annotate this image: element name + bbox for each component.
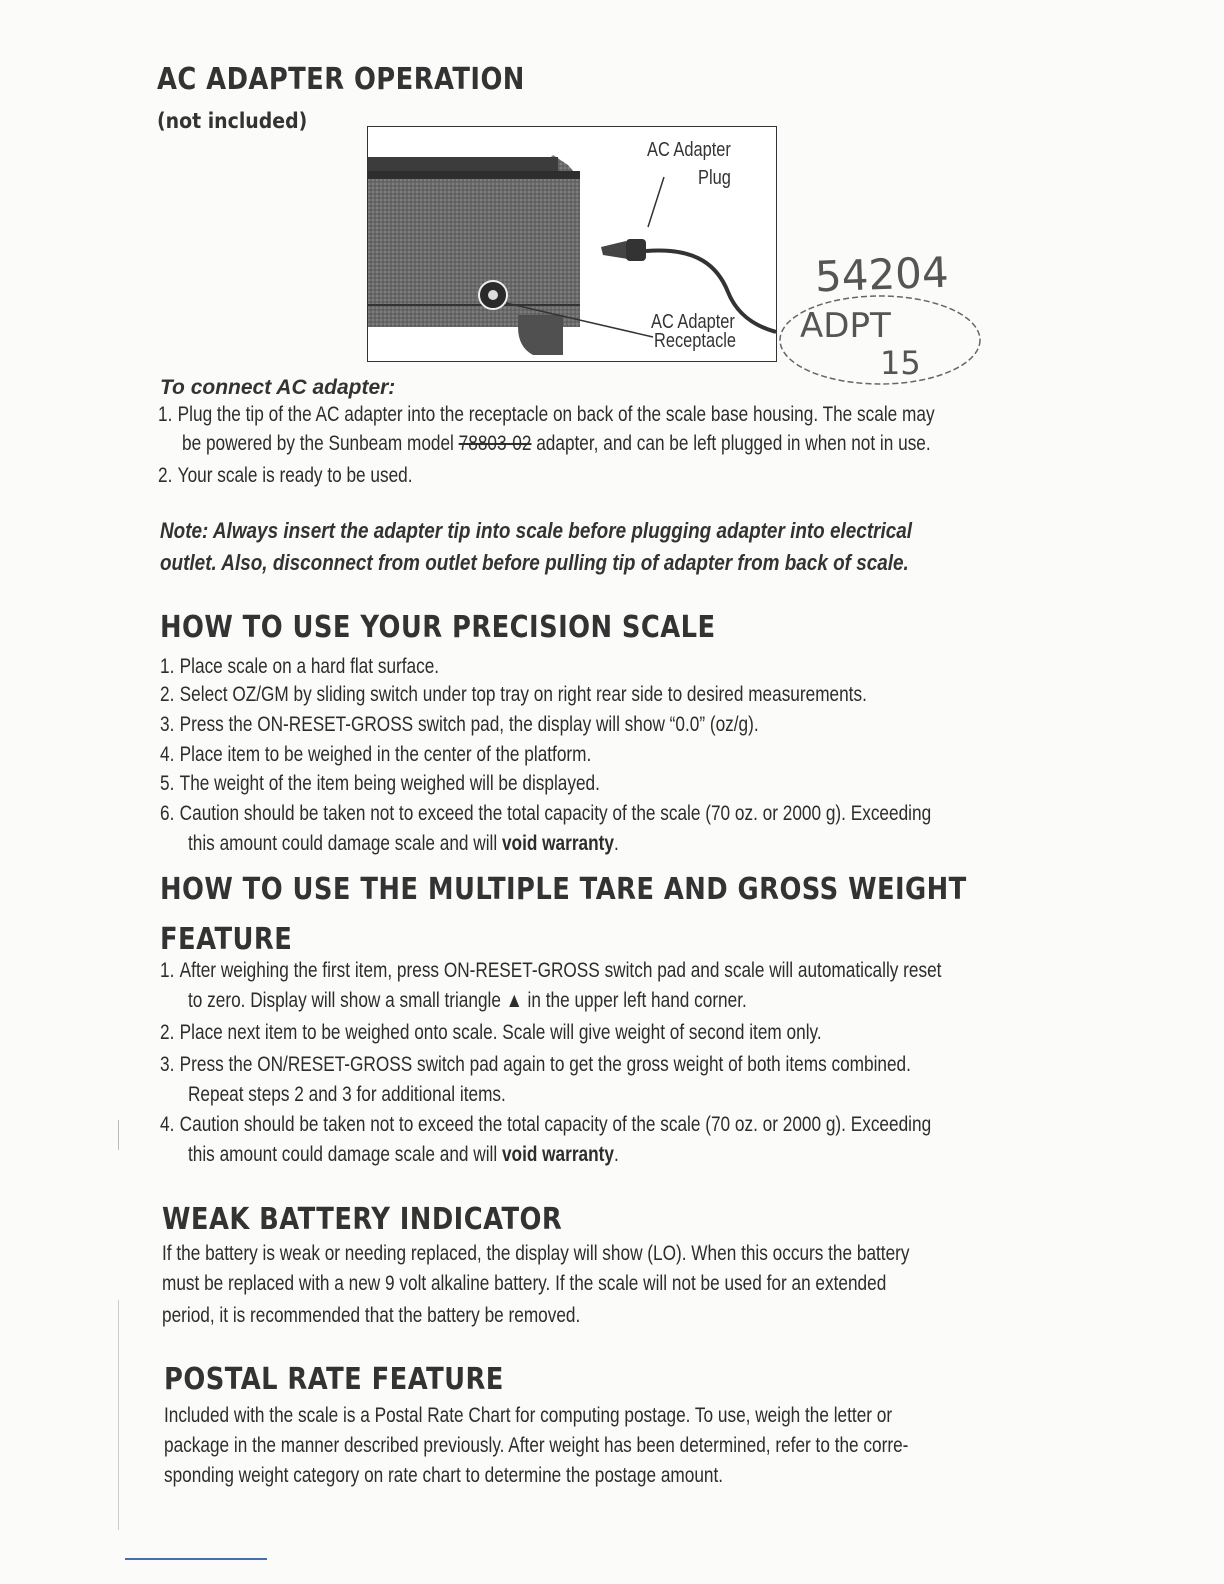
step-number: 4. — [160, 743, 175, 766]
postal-line-3: sponding weight category on rate chart to determine the postage amount. — [164, 1464, 724, 1487]
void-warranty: void warranty — [501, 832, 614, 855]
adapter-figure — [367, 126, 777, 362]
step-text: Place item to be weighed in the center of the platform. — [179, 743, 592, 766]
step-text: Place next item to be weighed onto scale. Scale will give weight of second item only. — [179, 1021, 822, 1044]
step-text: Place scale on a hard flat surface. — [179, 655, 440, 678]
step-number: 6. — [160, 802, 175, 825]
note-line-1: Note: Always insert the adapter tip into scale before plugging adapter into electrical — [160, 518, 913, 543]
step-number: 1. — [158, 403, 173, 426]
step-text: Your scale is ready to be used. — [177, 464, 413, 487]
step-number: 3. — [160, 1053, 175, 1076]
ac-adapter-title: AC ADAPTER OPERATION — [157, 62, 525, 97]
use-step-5 — [160, 772, 600, 796]
use-step-4 — [160, 743, 591, 767]
step-number: 4. — [160, 1113, 175, 1136]
step-text: Caution should be taken not to exceed the total capacity of the scale (70 oz. or 2000 g). Exceeding — [179, 802, 932, 825]
scale-body-shape — [368, 155, 580, 327]
battery-title: WEAK BATTERY INDICATOR — [162, 1202, 563, 1237]
cont-before: this amount could damage scale and will — [188, 832, 502, 855]
step-number: 3. — [160, 713, 175, 736]
step-number: 1. — [160, 959, 175, 982]
tare-title-line-1: HOW TO USE THE MULTIPLE TARE AND GROSS WEIGHT — [160, 872, 967, 907]
cont-after: . — [613, 1143, 619, 1166]
battery-line-3: period, it is recommended that the battery be removed. — [162, 1304, 581, 1327]
use-step-2 — [160, 683, 867, 707]
scale-top-tray — [368, 157, 558, 171]
tare-step-3-cont: Repeat steps 2 and 3 for additional items. — [188, 1083, 506, 1106]
step-text: After weighing the first item, press ON-RESET-GROSS switch pad and scale will automatically reset — [179, 959, 942, 982]
scale-foot — [518, 315, 563, 355]
receptacle-label-1: AC Adapter — [651, 311, 735, 333]
battery-line-1: If the battery is weak or needing replaced, the display will show (LO). When this occurs the battery — [162, 1242, 910, 1265]
connect-step-1 — [158, 403, 935, 427]
note-line-2: outlet. Also, disconnect from outlet before pulling tip of adapter from back of scale. — [160, 550, 909, 575]
use-step-1 — [160, 655, 439, 679]
precision-scale-title: HOW TO USE YOUR PRECISION SCALE — [160, 610, 716, 645]
step-number: 1. — [160, 655, 175, 678]
use-step-6-cont — [188, 832, 619, 856]
handwritten-15: 15 — [880, 344, 921, 382]
step-number: 5. — [160, 772, 175, 795]
tare-step-2 — [160, 1021, 822, 1045]
tare-step-4-cont — [188, 1143, 619, 1167]
void-warranty: void warranty — [501, 1143, 614, 1166]
plug-label-1: AC Adapter — [647, 139, 731, 161]
step-text: Press the ON/RESET-GROSS switch pad again to get the gross weight of both items combined. — [179, 1053, 911, 1076]
use-step-6 — [160, 802, 931, 826]
postal-title: POSTAL RATE FEATURE — [164, 1362, 504, 1397]
step-text: Caution should be taken not to exceed the total capacity of the scale (70 oz. or 2000 g). Exceeding — [179, 1113, 932, 1136]
step-text: Plug the tip of the AC adapter into the receptacle on back of the scale base housing. The scale may — [177, 403, 935, 426]
scan-mark — [118, 1120, 119, 1150]
receptacle-label-2: Receptacle — [654, 330, 737, 352]
cont-before: this amount could damage scale and will — [188, 1143, 502, 1166]
tare-step-3 — [160, 1053, 911, 1077]
battery-line-2: must be replaced with a new 9 volt alkaline battery. If the scale will not be used for an extended — [162, 1272, 887, 1295]
not-included-note: (not included) — [157, 109, 308, 133]
step-text: Press the ON-RESET-GROSS switch pad, the display will show “0.0” (oz/g). — [179, 713, 759, 736]
handwritten-number: 54204 — [814, 247, 950, 302]
bottom-rule — [125, 1558, 267, 1560]
step-text-after: adapter, and can be left plugged in when not in use. — [531, 432, 931, 455]
tare-step-4 — [160, 1113, 931, 1137]
step-number: 2. — [160, 1021, 175, 1044]
scan-mark — [118, 1300, 119, 1530]
tare-step-1 — [160, 959, 941, 983]
tare-step-1-cont: to zero. Display will show a small triangle ▲ in the upper left hand corner. — [188, 989, 747, 1012]
connect-heading: To connect AC adapter: — [160, 376, 396, 399]
adapter-plug — [601, 241, 628, 259]
tare-title-line-2: FEATURE — [160, 922, 293, 957]
step-text: The weight of the item being weighed will be displayed. — [179, 772, 600, 795]
connect-step-1-cont — [182, 432, 931, 456]
postal-line-1: Included with the scale is a Postal Rate Chart for computing postage. To use, weigh the letter or — [164, 1404, 893, 1427]
step-number: 2. — [160, 683, 175, 706]
postal-line-2: package in the manner described previously. After weight has been determined, refer to the corre- — [164, 1434, 909, 1457]
step-number: 2. — [158, 464, 173, 487]
struck-model-number: 78803-02 — [458, 432, 532, 455]
step-text: Select OZ/GM by sliding switch under top tray on right rear side to desired measurements. — [179, 683, 867, 706]
handwritten-adpt: ADPT — [800, 306, 891, 346]
plug-label-2: Plug — [698, 167, 731, 189]
step-text-before: be powered by the Sunbeam model — [182, 432, 459, 455]
use-step-3 — [160, 713, 759, 737]
cont-after: . — [613, 832, 619, 855]
connect-step-2 — [158, 464, 413, 488]
